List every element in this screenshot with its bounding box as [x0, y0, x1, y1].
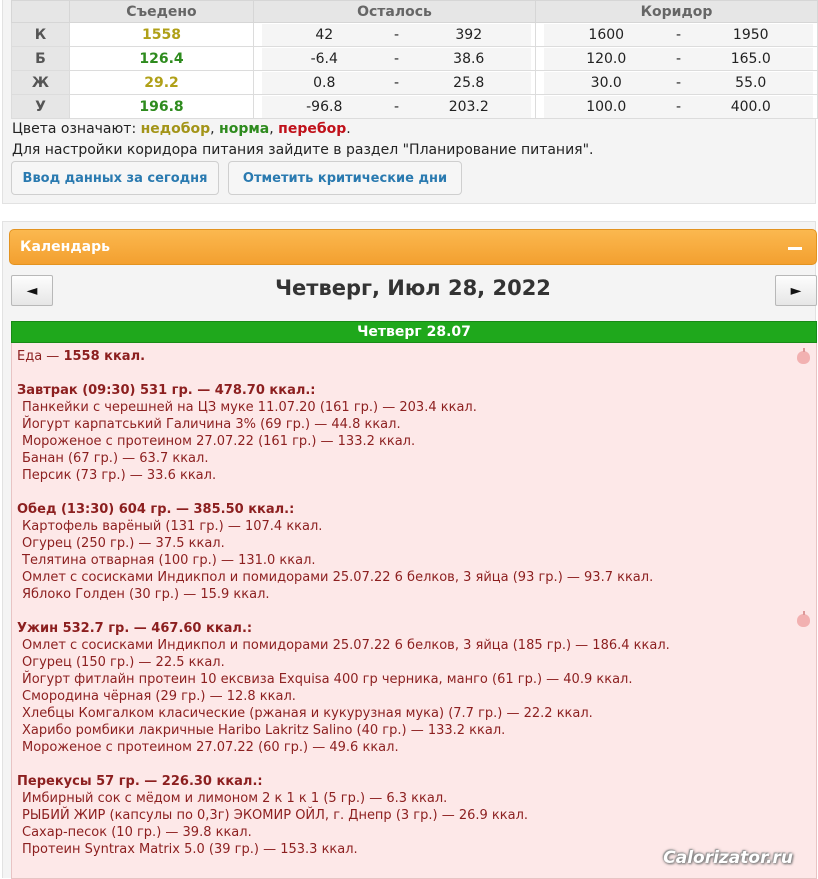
food-item[interactable]: Огурец (250 гр.) — 37.5 ккал. [22, 536, 225, 551]
prev-day-button[interactable] [11, 275, 53, 306]
header-eaten: Съедено [70, 1, 254, 23]
food-item[interactable]: Йогурт карпатський Галичина 3% (69 гр.) — 44.8 ккал. [22, 417, 401, 432]
corridor-max: 55.0 [735, 74, 767, 91]
header-corridor: Коридор [536, 1, 818, 23]
eaten-value: 126.4 [70, 47, 254, 71]
table-header-row [12, 1, 818, 23]
remaining-range [254, 23, 536, 47]
food-item[interactable]: Сахар-песок (10 гр.) — 39.8 ккал. [22, 825, 252, 840]
food-item[interactable]: Панкейки с черешней на ЦЗ муке 11.07.20 (161 гр.) — 203.4 ккал. [22, 400, 477, 415]
nutrition-summary-panel [2, 0, 816, 204]
spacer [17, 365, 811, 382]
remaining-max: 38.6 [453, 50, 485, 67]
legend-norm: норма [219, 121, 270, 137]
table-row [12, 23, 818, 47]
corridor-max: 400.0 [730, 98, 771, 115]
range-dash: - [393, 26, 400, 43]
table-row [12, 47, 818, 71]
next-day-button[interactable] [775, 275, 817, 306]
header-remaining: Осталось [254, 1, 536, 23]
table-row [12, 71, 818, 95]
spacer [17, 756, 811, 773]
apple-icon[interactable] [797, 351, 810, 364]
arrow-left-icon: ◄ [26, 282, 38, 299]
corridor-min: 120.0 [586, 50, 627, 67]
food-total-prefix: Еда — [17, 349, 64, 364]
food-item[interactable]: Банан (67 гр.) — 63.7 ккал. [22, 451, 209, 466]
remaining-range [254, 95, 536, 119]
legend-over: перебор [278, 121, 347, 137]
meal-title[interactable]: Завтрак (09:30) 531 гр. — 478.70 ккал.: [17, 383, 316, 398]
enter-today-button[interactable]: Ввод данных за сегодня [11, 161, 219, 195]
remaining-max: 203.2 [448, 98, 489, 115]
row-label: Ж [12, 71, 70, 95]
food-item[interactable]: Телятина отварная (100 гр.) — 131.0 ккал. [22, 553, 316, 568]
row-label: Б [12, 47, 70, 71]
food-item[interactable]: Яблоко Голден (30 гр.) — 15.9 ккал. [22, 587, 270, 602]
remaining-range [254, 71, 536, 95]
corridor-max: 165.0 [730, 50, 771, 67]
remaining-min: -96.8 [306, 98, 343, 115]
food-item[interactable]: РЫБИЙ ЖИР (капсулы по 0,3г) ЭКОМИР ОЙЛ, г. Днепр (3 гр.) — 26.9 ккал. [22, 808, 529, 823]
eaten-value: 1558 [70, 23, 254, 47]
corridor-min: 100.0 [586, 98, 627, 115]
corridor-hint: Для настройки коридора питания зайдите в раздел "Планирование питания". [12, 142, 594, 158]
remaining-min: -6.4 [310, 50, 338, 67]
food-item[interactable]: Омлет с сосисками Индикпол и помидорами 25.07.22 6 белков, 3 яйца (93 гр.) — 93.7 ккал. [22, 570, 654, 585]
collapse-icon[interactable] [788, 247, 802, 250]
apple-icon[interactable] [797, 614, 810, 627]
meal-title[interactable]: Ужин 532.7 гр. — 467.60 ккал.: [17, 621, 253, 636]
corridor-max: 1950 [732, 26, 769, 43]
food-item[interactable]: Йогурт фитлайн протеин 10 ексвиза Exquisa 400 гр черника, манго (61 гр.) — 40.9 ккал. [22, 672, 633, 687]
remaining-min: 42 [315, 26, 334, 43]
range-dash: - [393, 50, 400, 67]
calendar-header[interactable] [9, 229, 817, 265]
range-dash: - [675, 26, 682, 43]
corridor-min: 30.0 [590, 74, 622, 91]
calendar-panel [2, 221, 816, 878]
range-dash: - [675, 50, 682, 67]
legend-sep: , [269, 121, 274, 137]
meal-title[interactable]: Перекусы 57 гр. — 226.30 ккал.: [17, 774, 263, 789]
food-item[interactable]: Хлебцы Комгалком класические (ржаная и кукурузная мука) (7.7 гр.) — 22.2 ккал. [22, 706, 593, 721]
corridor-range [536, 47, 818, 71]
spacer [17, 603, 811, 620]
critical-days-button[interactable]: Отметить критические дни [228, 161, 462, 195]
food-total-value: 1558 ккал. [63, 349, 146, 364]
remaining-max: 25.8 [453, 74, 485, 91]
calendar-title: Календарь [20, 239, 110, 255]
range-dash: - [393, 98, 400, 115]
legend-sep: , [210, 121, 215, 137]
corridor-range [536, 71, 818, 95]
range-dash: - [675, 98, 682, 115]
remaining-range [254, 47, 536, 71]
date-title: Четверг, Июл 28, 2022 [275, 276, 551, 300]
remaining-min: 0.8 [313, 74, 336, 91]
legend-prefix: Цвета означают: [12, 121, 137, 137]
food-item[interactable]: Мороженое с протеином 27.07.22 (161 гр.) — 133.2 ккал. [22, 434, 416, 449]
food-item[interactable]: Персик (73 гр.) — 33.6 ккал. [22, 468, 217, 483]
legend-under: недобор [140, 121, 211, 137]
food-item[interactable]: Огурец (150 гр.) — 22.5 ккал. [22, 655, 225, 670]
food-item[interactable]: Омлет с сосисками Индикпол и помидорами 25.07.22 6 белков, 3 яйца (185 гр.) — 186.4 ккал. [22, 638, 670, 653]
food-total [17, 348, 811, 365]
spacer [17, 484, 811, 501]
corridor-range [536, 23, 818, 47]
row-label: К [12, 23, 70, 47]
food-item[interactable]: Смородина чёрная (29 гр.) — 12.8 ккал. [22, 689, 296, 704]
food-item[interactable]: Имбирный сок с мёдом и лимоном 2 к 1 к 1 (5 гр.) — 6.3 ккал. [22, 791, 448, 806]
day-label-bar[interactable]: Четверг 28.07 [11, 321, 817, 343]
day-food-list [11, 343, 817, 879]
food-item[interactable]: Мороженое с протеином 27.07.22 (60 гр.) — 49.6 ккал. [22, 740, 399, 755]
table-row [12, 95, 818, 119]
legend-end: . [346, 121, 351, 137]
eaten-value: 29.2 [70, 71, 254, 95]
color-legend [12, 121, 351, 137]
eaten-value: 196.8 [70, 95, 254, 119]
header-empty [12, 1, 70, 23]
watermark-logo: Calorizator.ru [663, 848, 793, 868]
range-dash: - [393, 74, 400, 91]
food-item[interactable]: Картофель варёный (131 гр.) — 107.4 ккал. [22, 519, 323, 534]
remaining-max: 392 [455, 26, 483, 43]
nutrition-table [11, 0, 818, 119]
range-dash: - [675, 74, 682, 91]
meal-title[interactable]: Обед (13:30) 604 гр. — 385.50 ккал.: [17, 502, 295, 517]
food-item[interactable]: Харибо ромбики лакричные Haribo Lakritz Salino (40 гр.) — 133.2 ккал. [22, 723, 506, 738]
food-item[interactable]: Протеин Syntrax Matrix 5.0 (39 гр.) — 153.3 ккал. [22, 842, 358, 857]
corridor-range [536, 95, 818, 119]
row-label: У [12, 95, 70, 119]
arrow-right-icon: ► [790, 282, 802, 299]
corridor-min: 1600 [588, 26, 625, 43]
